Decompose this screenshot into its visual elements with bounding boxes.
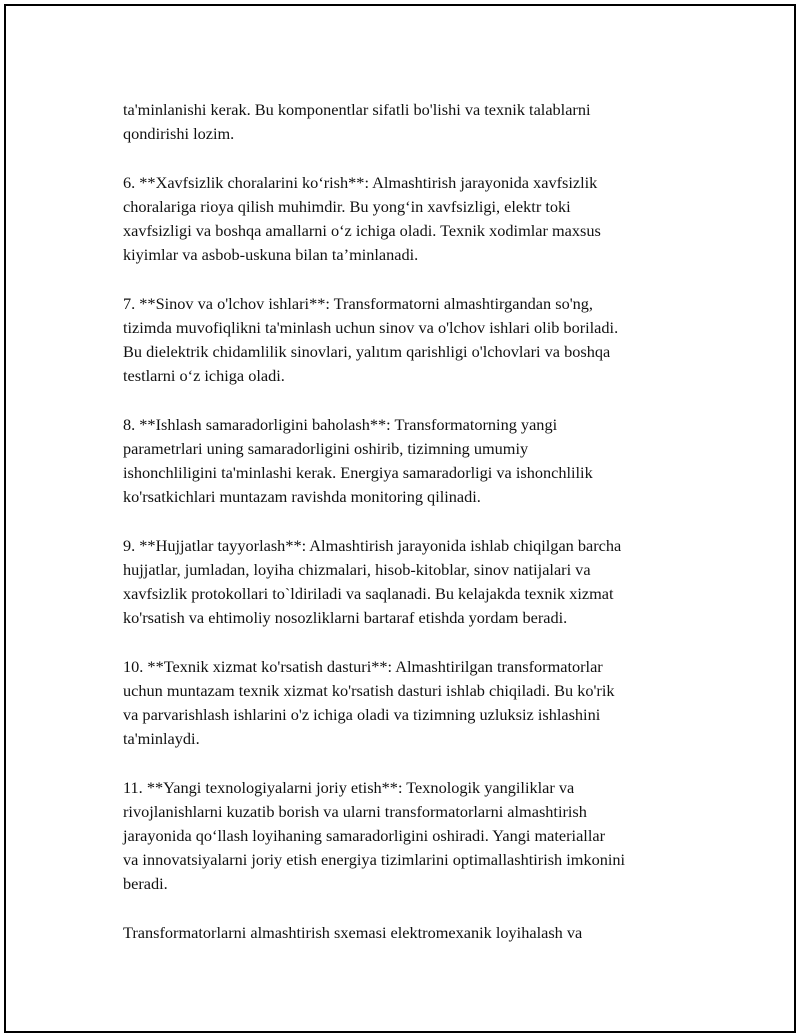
page-body [123,98,723,969]
paragraph-item-8: 8. **Ishlash samaradorligini baholash**: Transformatorning yangi parametrlari uning samaradorligini oshirib, tizimning umumiy ishonchliligini ta'minlashi kerak. Energiya samaradorligi va ishonchlilik ko'rsatkichlari muntazam ravishda monitoring qilinadi. [123,414,593,507]
paragraph-item-6: 6. **Xavfsizlik choralarini ko‘rish**: Almashtirish jarayonida xavfsizlik choralariga rioya qilish muhimdir. Bu yong‘in xavfsizligi, elektr toki xavfsizligi va boshqa amallarni o‘z ichiga oladi. Texnik xodimlar maxsus kiyimlar va asbob-uskuna bilan ta’minlanadi. [123,172,601,265]
paragraph-item-10: 10. **Texnik xizmat ko'rsatish dasturi**: Almashtirilgan transformatorlar uchun muntazam texnik xizmat ko'rsatish dasturi ishlab chiqiladi. Bu ko'rik va parvarishlash ishlarini o'z ichiga oladi va tizimning uzluksiz ishlashini ta'minlaydi. [123,656,615,749]
paragraph-item-11: 11. **Yangi texnologiyalarni joriy etish**: Texnologik yangiliklar va rivojlanishlarni kuzatib borish va ularni transformatorlarni almashtirish jarayonida qo‘llash loyihaning samaradorligini oshiradi. Yangi materiallar va innovatsiyalarni joriy etish energiya tizimlarini optimallashtirish imkonini beradi. [123,777,626,894]
paragraph-item-9: 9. **Hujjatlar tayyorlash**: Almashtirish jarayonida ishlab chiqilgan barcha hujjatlar, jumladan, loyiha chizmalari, hisob-kitoblar, sinov natijalari va xavfsizlik protokollari to`ldiriladi va saqlanadi. Bu kelajakda texnik xizmat ko'rsatish va ehtimoliy nosozliklarni bartaraf etishda yordam beradi. [123,535,622,628]
paragraph-continuation: ta'minlanishi kerak. Bu komponentlar sifatli bo'lishi va texnik talablarni qondirishi lozim. [123,100,591,144]
paragraph-closing: Transformatorlarni almashtirish sxemasi elektromexanik loyihalash va [123,922,583,942]
page-frame [4,4,796,1033]
paragraph-item-7: 7. **Sinov va o'lchov ishlari**: Transformatorni almashtirgandan so'ng, tizimda muvofiqlikni ta'minlash uchun sinov va o'lchov ishlari olib boriladi. Bu dielektrik chidamlilik sinovlari, yalıtım qarishligi o'lchovlari va boshqa testlarni o‘z ichiga oladi. [123,293,619,386]
